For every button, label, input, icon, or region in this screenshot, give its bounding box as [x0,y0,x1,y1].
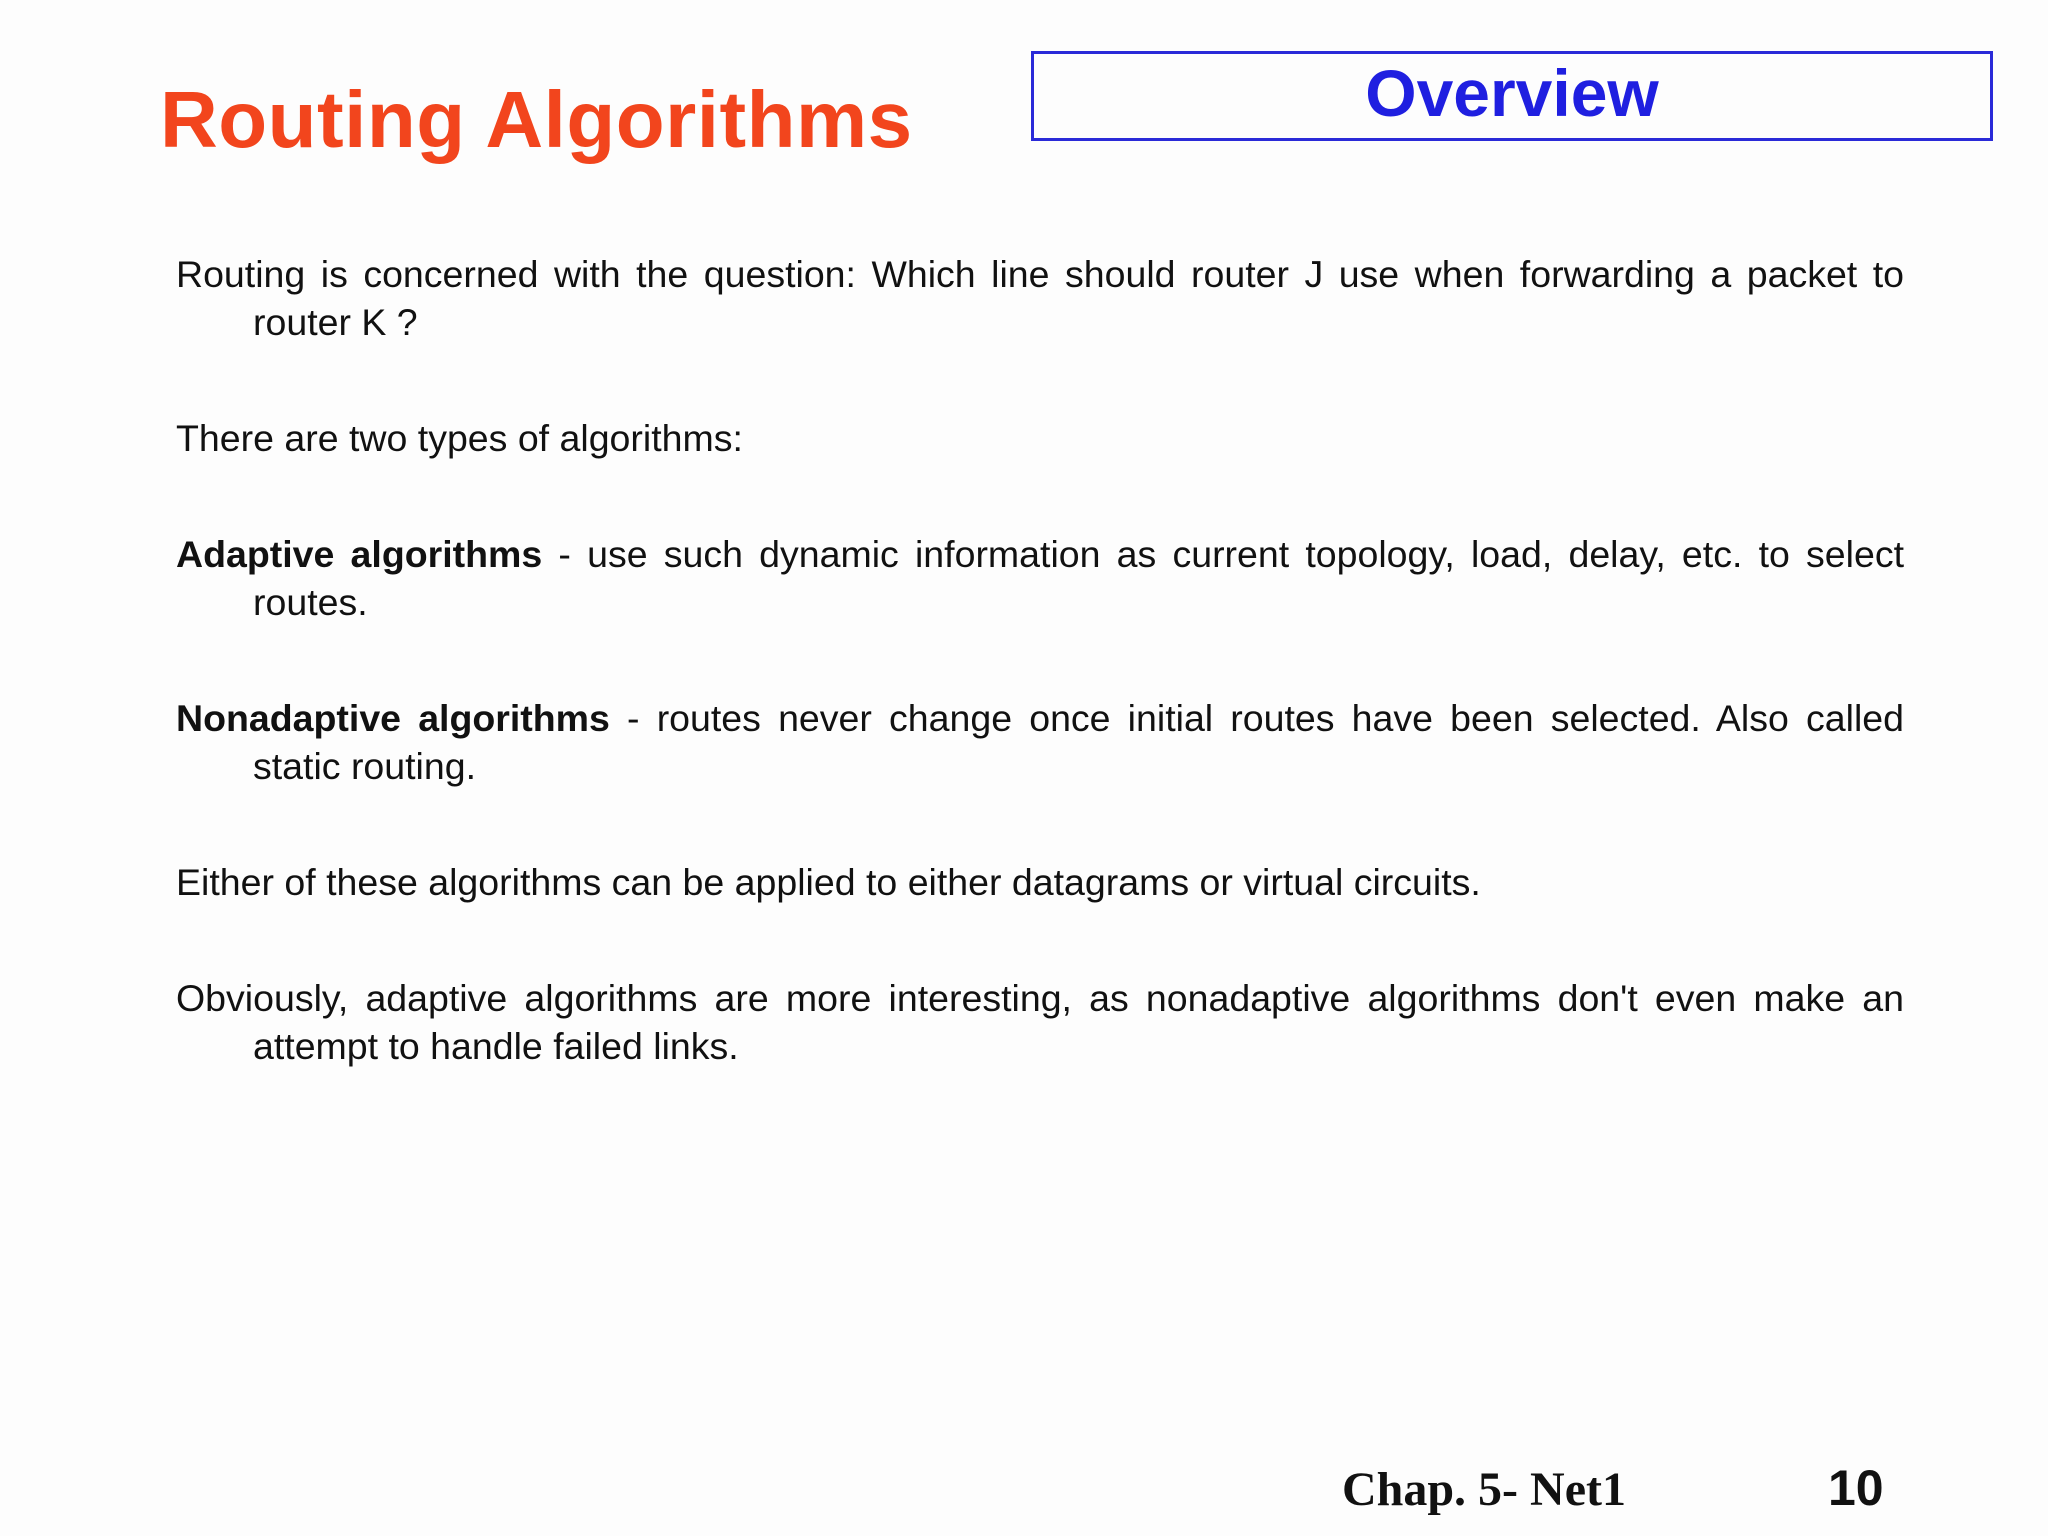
footer-chapter-label: Chap. 5- Net1 [1342,1463,1626,1516]
paragraph-nonadaptive [176,694,1904,790]
definition-adaptive: - use such dynamic information as current topology, load, delay, etc. to select routes. [253,533,1904,623]
term-adaptive: Adaptive algorithms [176,533,543,575]
definition-nonadaptive: - routes never change once initial routes have been selected. Also called static routing. [253,697,1904,787]
paragraph-applicability: Either of these algorithms can be applied to either datagrams or virtual circuits. [176,861,1481,903]
paragraph-comparison: Obviously, adaptive algorithms are more interesting, as nonadaptive algorithms don't even make an attempt to handle failed links. [176,977,1904,1067]
term-nonadaptive: Nonadaptive algorithms [176,697,610,739]
slide-title: Routing Algorithms [160,75,913,164]
slide-page-number: 10 [1828,1460,1884,1516]
paragraph-algorithm-types: There are two types of algorithms: [176,417,743,459]
slide-body [176,250,1904,1070]
section-label-box [1031,51,1993,141]
section-label: Overview [1365,56,1659,130]
paragraph-routing-question: Routing is concerned with the question: Which line should router J use when forwarding a packet to router K ? [176,253,1904,343]
paragraph-adaptive [176,530,1904,626]
